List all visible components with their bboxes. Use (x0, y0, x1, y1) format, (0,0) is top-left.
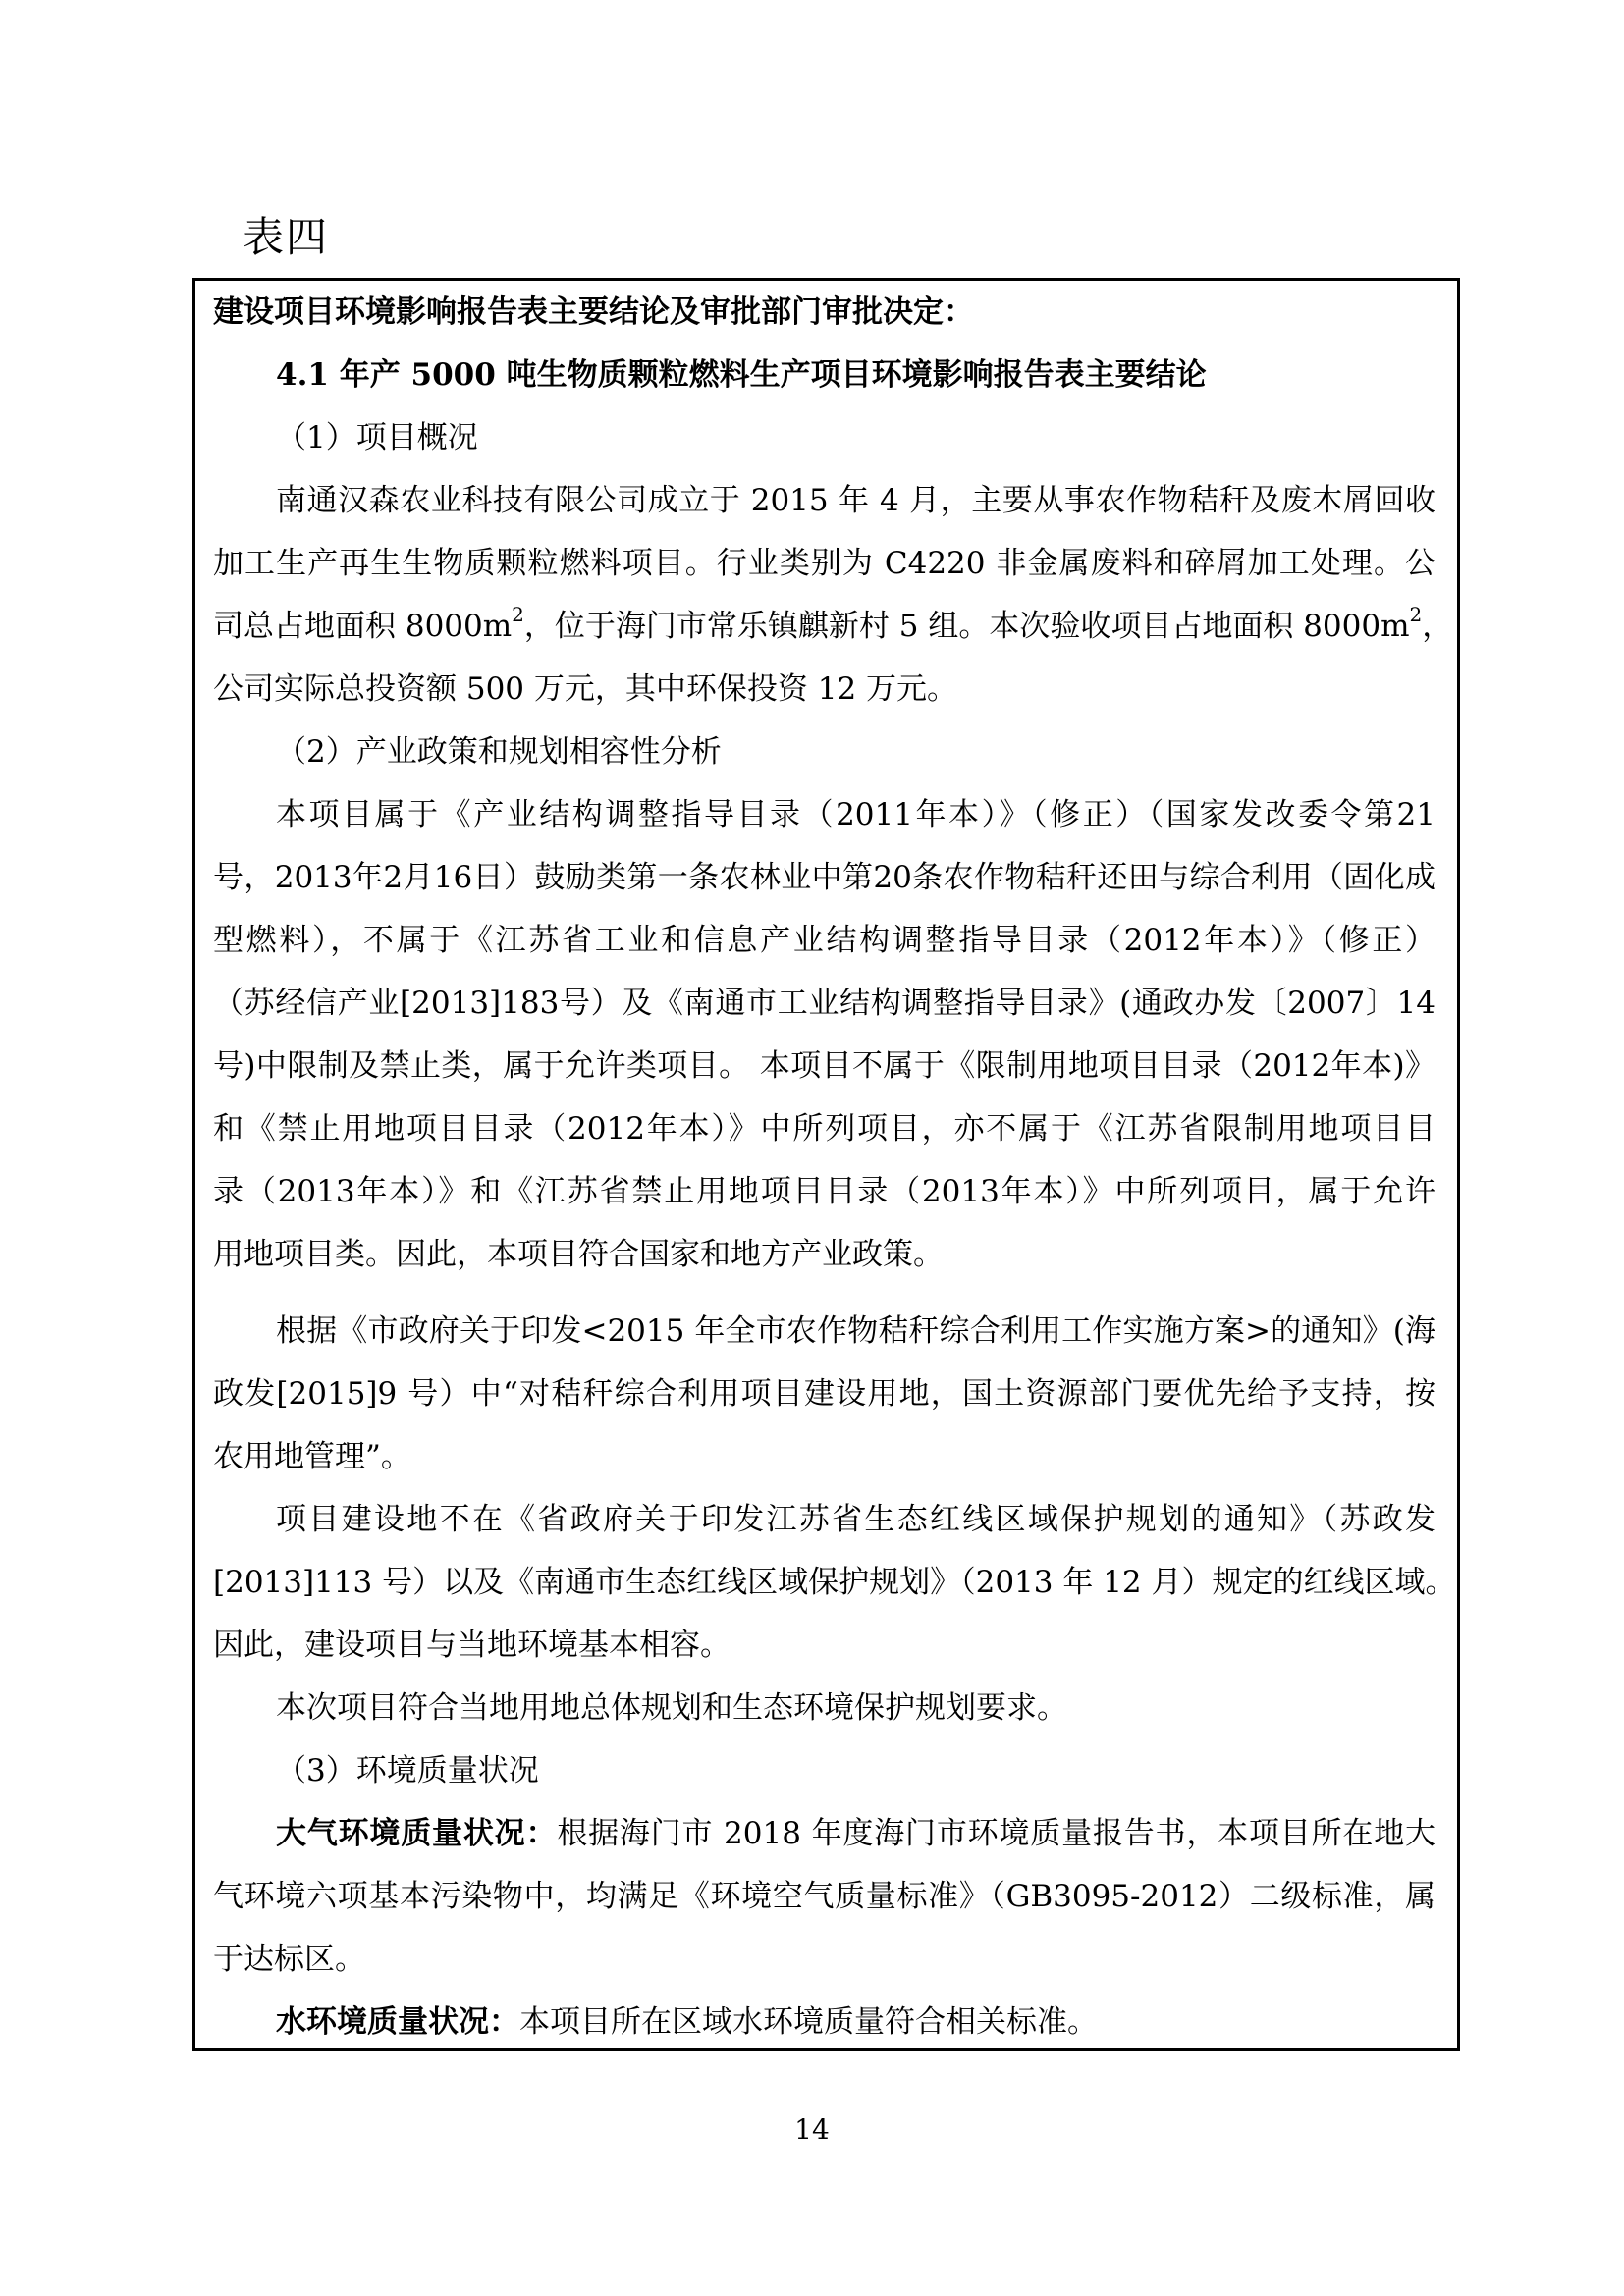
air-quality-label: 大气环境质量状况： (276, 1816, 558, 1851)
table-header: 建设项目环境影响报告表主要结论及审批部门审批决定： (213, 294, 974, 330)
s2-p2-line-2: 政发[2015]9 号）中“对秸秆综合利用项目建设用地，国土资源部门要优先给予支持，按 (213, 1376, 1435, 1412)
table-label: 表四 (243, 213, 330, 261)
s3-heading: （3）环境质量状况 (276, 1753, 539, 1789)
paragraph-gap (213, 1286, 1435, 1300)
page-number: 14 (794, 2113, 830, 2146)
superscript-2: 2 (512, 602, 524, 626)
s2-line-2: 号，2013年2月16日）鼓励类第一条农林业中第20条农作物秸秆还田与综合利用（固化成 (213, 860, 1435, 895)
superscript-2b: 2 (1409, 602, 1423, 626)
s3-air-line-2: 气环境六项基本污染物中，均满足《环境空气质量标准》（GB3095-2012）二级标准，属 (213, 1879, 1435, 1914)
s2-line-8: 用地项目类。因此，本项目符合国家和地方产业政策。 (213, 1237, 944, 1272)
water-quality-label: 水环境质量状况： (276, 2004, 519, 2040)
s2-line-6: 和《禁止用地项目目录（2012年本）》中所列项目，亦不属于《江苏省限制用地项目目 (213, 1111, 1435, 1147)
s2-p2-line-3: 农用地管理”。 (213, 1439, 411, 1474)
conclusion-table-frame (192, 278, 1460, 2051)
s2-line-1: 本项目属于《产业结构调整指导目录（2011年本）》（修正）（国家发改委令第21 (276, 797, 1435, 832)
s1-line-3a: 司总占地面积 8000m (213, 609, 513, 644)
s2-p3-line-4: 本次项目符合当地用地总体规划和生态环境保护规划要求。 (276, 1690, 1067, 1726)
s2-p3-line-2: [2013]113 号）以及《南通市生态红线区域保护规划》（2013 年 12 月）规定的红线区域。 (213, 1565, 1456, 1600)
s1-line-3b: ，位于海门市常乐镇麒新村 5 组。本次验收项目占地面积 8000m (523, 609, 1410, 644)
s2-p2-line-1: 根据《市政府关于印发<2015 年全市农作物秸秆综合利用工作实施方案>的通知》(海 (276, 1313, 1435, 1349)
s2-heading: （2）产业政策和规划相容性分析 (276, 734, 722, 770)
s3-water-line (213, 1991, 1435, 2054)
s2-p3-line-1: 项目建设地不在《省政府关于印发江苏省生态红线区域保护规划的通知》（苏政发 (276, 1502, 1435, 1537)
s1-line-1: 南通汉森农业科技有限公司成立于 2015 年 4 月，主要从事农作物秸秆及废木屑回收 (276, 483, 1435, 518)
s2-line-7: 录（2013年本）》和《江苏省禁止用地项目目录（2013年本）》中所列项目，属于允许 (213, 1174, 1435, 1209)
s1-line-3 (213, 595, 1453, 658)
water-quality-text: 本项目所在区域水环境质量符合相关标准。 (519, 2004, 1098, 2040)
s2-p3-line-3: 因此，建设项目与当地环境基本相容。 (213, 1628, 731, 1663)
s1-line-3c: ， (1422, 609, 1453, 644)
s1-line-2: 加工生产再生生物质颗粒燃料项目。行业类别为 C4220 非金属废料和碎屑加工处理。公 (213, 546, 1435, 581)
s1-heading: （1）项目概况 (276, 420, 478, 455)
frame-content (213, 281, 1456, 2054)
s1-line-4: 公司实际总投资额 500 万元，其中环保投资 12 万元。 (213, 671, 958, 707)
s3-air-line-3: 于达标区。 (213, 1942, 365, 1977)
air-quality-text-1: 根据海门市 2018 年度海门市环境质量报告书，本项目所在地大 (557, 1816, 1436, 1851)
s3-air-line-1 (213, 1802, 1435, 1865)
s2-line-5: 号)中限制及禁止类，属于允许类项目。 本项目不属于《限制用地项目目录（2012年本)》 (213, 1048, 1435, 1084)
s2-line-3: 型燃料），不属于《江苏省工业和信息产业结构调整指导目录（2012年本）》（修正） (213, 923, 1435, 958)
section-title: 4.1 年产 5000 吨生物质颗粒燃料生产项目环境影响报告表主要结论 (276, 357, 1207, 393)
s2-line-4: （苏经信产业[2013]183号）及《南通市工业结构调整指导目录》(通政办发〔2007〕14 (213, 986, 1435, 1021)
